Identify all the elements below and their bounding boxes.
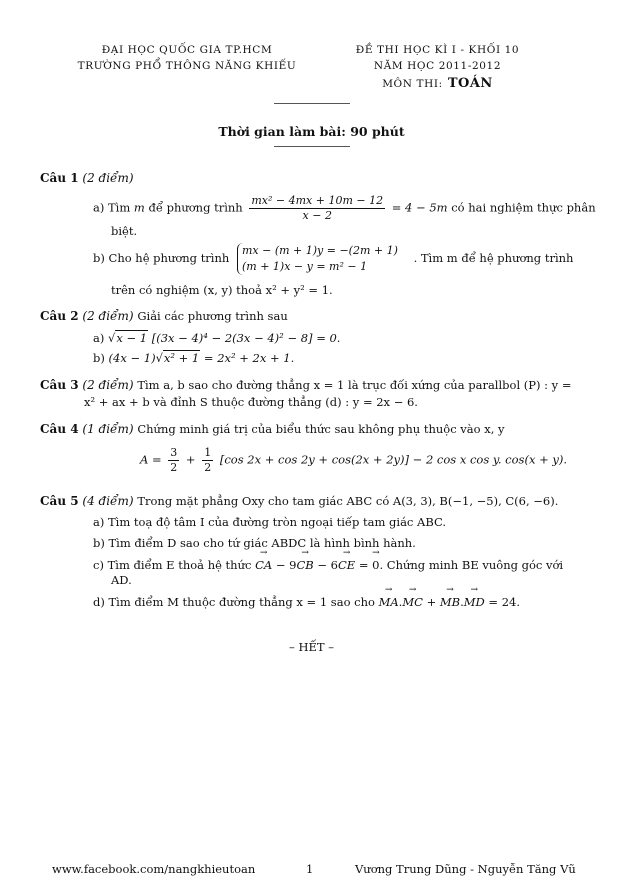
formula-operator: − 6 bbox=[317, 558, 338, 572]
vector: → MD bbox=[464, 595, 485, 610]
item-text: để phương trình bbox=[148, 200, 243, 215]
divider-top bbox=[274, 103, 350, 104]
fraction bbox=[249, 194, 385, 223]
footer-website: www.facebook.com/nangkhieutoan bbox=[52, 862, 256, 876]
vector: → MA bbox=[379, 595, 399, 610]
question-text: Chứng minh giá trị của biểu thức sau không phụ thuộc vào x, y bbox=[137, 422, 505, 436]
university-name: ĐẠI HỌC QUỐC GIA TP.HCM bbox=[101, 44, 273, 56]
item-text: Cho hệ phương trình bbox=[108, 251, 230, 265]
item-label: a) bbox=[93, 200, 105, 215]
question-5-heading bbox=[40, 493, 558, 509]
q5-item-c-continued: AD. bbox=[111, 573, 132, 587]
q5-item-d bbox=[93, 595, 520, 610]
item-formula: [(3x − 4)⁴ − 2(3x − 4)² − 8] = 0. bbox=[151, 331, 341, 345]
q3-text-continued: x² + ax + b và đỉnh S thuộc đường thẳng (d) : y = 2x − 6. bbox=[84, 395, 418, 409]
vector: → CB bbox=[296, 558, 313, 573]
school-name: TRƯỜNG PHỔ THÔNG NĂNG KHIẾU bbox=[77, 60, 297, 72]
question-points: (2 điểm) bbox=[82, 171, 134, 185]
zero-vector: → 0 bbox=[372, 558, 379, 573]
formula-operator: + bbox=[185, 452, 196, 467]
item-label: a) bbox=[93, 331, 105, 345]
item-formula: = 4 − 5m bbox=[391, 200, 448, 215]
equation-system bbox=[237, 243, 398, 275]
fraction bbox=[168, 446, 179, 475]
end-marker: – HẾT – bbox=[289, 640, 334, 654]
question-label: Câu 1 bbox=[40, 171, 79, 185]
item-formula: (4x − 1) bbox=[108, 351, 156, 365]
item-text: có hai nghiệm thực phân bbox=[451, 200, 596, 215]
q1-item-a-continued: biệt. bbox=[111, 224, 138, 238]
vector: → MC bbox=[402, 595, 423, 610]
item-label: d) bbox=[93, 595, 105, 609]
formula-lhs: A = bbox=[140, 452, 162, 467]
question-1-heading bbox=[40, 170, 134, 186]
formula-rest: [cos 2x + cos 2y + cos(2x + 2y)] − 2 cos x cos y. cos(x + y). bbox=[219, 452, 568, 467]
item-text: . Chứng minh BE vuông góc với bbox=[379, 558, 564, 572]
item-variable: m bbox=[133, 200, 145, 215]
header-right bbox=[330, 42, 545, 92]
item-formula: = 2x² + 2x + 1. bbox=[203, 351, 295, 365]
fraction-denominator: 2 bbox=[204, 461, 212, 474]
formula-operator: − 9 bbox=[275, 558, 297, 572]
question-label: Câu 2 bbox=[40, 309, 79, 323]
item-text: Tìm toạ độ tâm I của đường tròn ngoại tiếp tam giác ABC. bbox=[108, 515, 447, 529]
question-label: Câu 4 bbox=[40, 422, 79, 436]
formula-operator: . bbox=[398, 595, 403, 609]
q2-item-b: b) (4x − 1)√x² + 1 = 2x² + 2x + 1. bbox=[93, 351, 295, 365]
question-text: Giải các phương trình sau bbox=[137, 309, 288, 323]
q1-item-b bbox=[93, 243, 573, 275]
school-year: NĂM HỌC 2011-2012 bbox=[373, 60, 502, 72]
subject-label: MÔN THI: bbox=[382, 78, 443, 90]
question-label: Câu 5 bbox=[40, 494, 79, 508]
fraction-numerator: mx² − 4mx + 10m − 12 bbox=[251, 194, 384, 207]
footer-authors: Vương Trung Dũng - Nguyễn Tăng Vũ bbox=[355, 862, 576, 876]
q1-item-b-continued: trên có nghiệm (x, y) thoả x² + y² = 1. bbox=[111, 283, 333, 297]
fraction-numerator: 3 bbox=[170, 446, 178, 459]
item-label: a) bbox=[93, 515, 105, 529]
subject-line bbox=[330, 74, 545, 92]
page-number: 1 bbox=[306, 862, 314, 876]
exam-time: Thời gian làm bài: 90 phút bbox=[218, 124, 405, 139]
question-points: (2 điểm) bbox=[82, 309, 134, 323]
question-4-heading bbox=[40, 421, 505, 437]
q2-item-a: a) √x − 1 [(3x − 4)⁴ − 2(3x − 4)² − 8] = 0. bbox=[93, 331, 341, 345]
square-root: x − 1 bbox=[116, 331, 148, 345]
q5-item-c bbox=[93, 558, 563, 573]
item-label: b) bbox=[93, 251, 105, 265]
fraction bbox=[202, 446, 213, 475]
item-label: b) bbox=[93, 351, 105, 365]
divider-time bbox=[274, 146, 350, 147]
formula-operator: + bbox=[426, 595, 437, 609]
vector: → CE bbox=[338, 558, 355, 573]
header-left bbox=[62, 42, 312, 74]
system-equation-2: (m + 1)x − y = m² − 1 bbox=[241, 260, 368, 273]
question-points: (1 điểm) bbox=[82, 422, 134, 436]
question-points: (4 điểm) bbox=[82, 494, 134, 508]
item-text: Tìm điểm M thuộc đường thẳng x = 1 sao cho bbox=[108, 595, 375, 609]
question-text: Tìm a, b sao cho đường thẳng x = 1 là trục đối xứng của parallbol (P) : y = bbox=[137, 378, 572, 392]
system-equation-1: mx − (m + 1)y = −(2m + 1) bbox=[241, 244, 398, 257]
item-text: Tìm điểm D sao cho tứ giác ABDC là hình bình hành. bbox=[108, 536, 416, 550]
item-text: . Tìm m để hệ phương trình bbox=[413, 251, 574, 265]
item-label: c) bbox=[93, 558, 104, 572]
item-label: b) bbox=[93, 536, 105, 550]
q5-item-a bbox=[93, 515, 446, 530]
fraction-numerator: 1 bbox=[204, 446, 212, 459]
vector: → CA bbox=[255, 558, 272, 573]
question-3-heading bbox=[40, 377, 575, 393]
item-text: Tìm bbox=[108, 200, 131, 215]
question-label: Câu 3 bbox=[40, 378, 79, 392]
q4-formula bbox=[140, 446, 567, 475]
q1-item-a bbox=[93, 194, 596, 223]
formula-operator: . bbox=[460, 595, 464, 609]
item-text: Tìm điểm E thoả hệ thức bbox=[107, 558, 252, 572]
subject-name: TOÁN bbox=[447, 76, 493, 91]
question-points: (2 điểm) bbox=[82, 378, 134, 392]
formula-operator: = bbox=[358, 558, 369, 572]
vector: → MB bbox=[440, 595, 460, 610]
fraction-denominator: 2 bbox=[170, 461, 178, 474]
formula-operator: = 24. bbox=[488, 595, 520, 609]
square-root: x² + 1 bbox=[163, 351, 200, 365]
question-2-heading bbox=[40, 308, 288, 324]
exam-title: ĐỀ THI HỌC KÌ I - KHỐI 10 bbox=[355, 44, 520, 56]
fraction-denominator: x − 2 bbox=[302, 209, 332, 222]
question-text: Trong mặt phẳng Oxy cho tam giác ABC có A(3, 3), B(−1, −5), C(6, −6). bbox=[137, 494, 559, 508]
